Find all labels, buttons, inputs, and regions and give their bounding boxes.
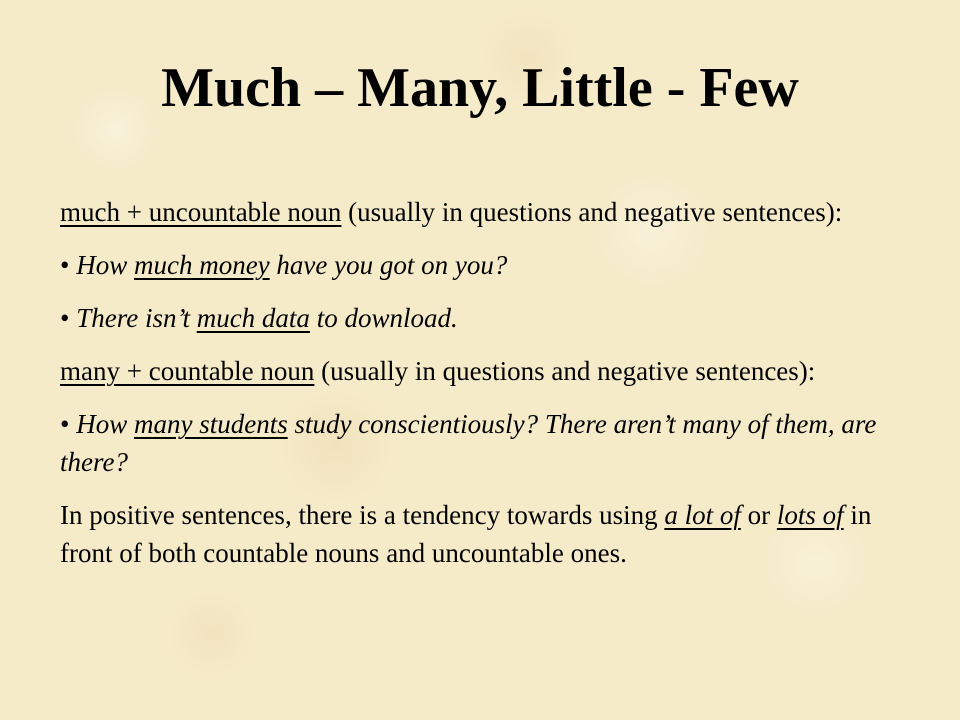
example-text-end: to download. (309, 303, 458, 333)
bullet: • (60, 409, 77, 439)
rule-text-middle: or (740, 500, 777, 530)
example-much-data (60, 299, 912, 337)
rule-many-description: (usually in questions and negative sentences): (314, 356, 816, 386)
rule-much-term: much + uncountable noun (60, 197, 342, 227)
rule-text-end: in front of both countable nouns and uncountable ones. (60, 500, 872, 568)
example-many-students (60, 405, 912, 481)
example-text-start: There isn’t (76, 303, 197, 333)
example-much-money (60, 246, 912, 284)
bullet: • (60, 303, 77, 333)
rule-many (60, 352, 912, 390)
example-text-start: How (76, 409, 134, 439)
example-text-start: How (76, 250, 134, 280)
rule-many-term: many + countable noun (60, 356, 315, 386)
slide-body (60, 193, 912, 587)
example-highlight: many students (133, 409, 288, 439)
example-text-end: have you got on you? (269, 250, 508, 280)
example-text-end: study conscientiously? There aren’t many of them, are there? (60, 409, 877, 477)
bullet: • (60, 250, 77, 280)
example-highlight: much data (196, 303, 310, 333)
rule-much-description: (usually in questions and negative sentences): (341, 197, 843, 227)
phrase-lots-of: lots of (776, 500, 844, 530)
rule-much (60, 193, 912, 231)
rule-positive-sentences (60, 496, 912, 572)
rule-text-start: In positive sentences, there is a tendency towards using (60, 500, 665, 530)
phrase-a-lot-of: a lot of (664, 500, 741, 530)
slide-title: Much – Many, Little - Few (161, 57, 799, 119)
example-highlight: much money (133, 250, 270, 280)
